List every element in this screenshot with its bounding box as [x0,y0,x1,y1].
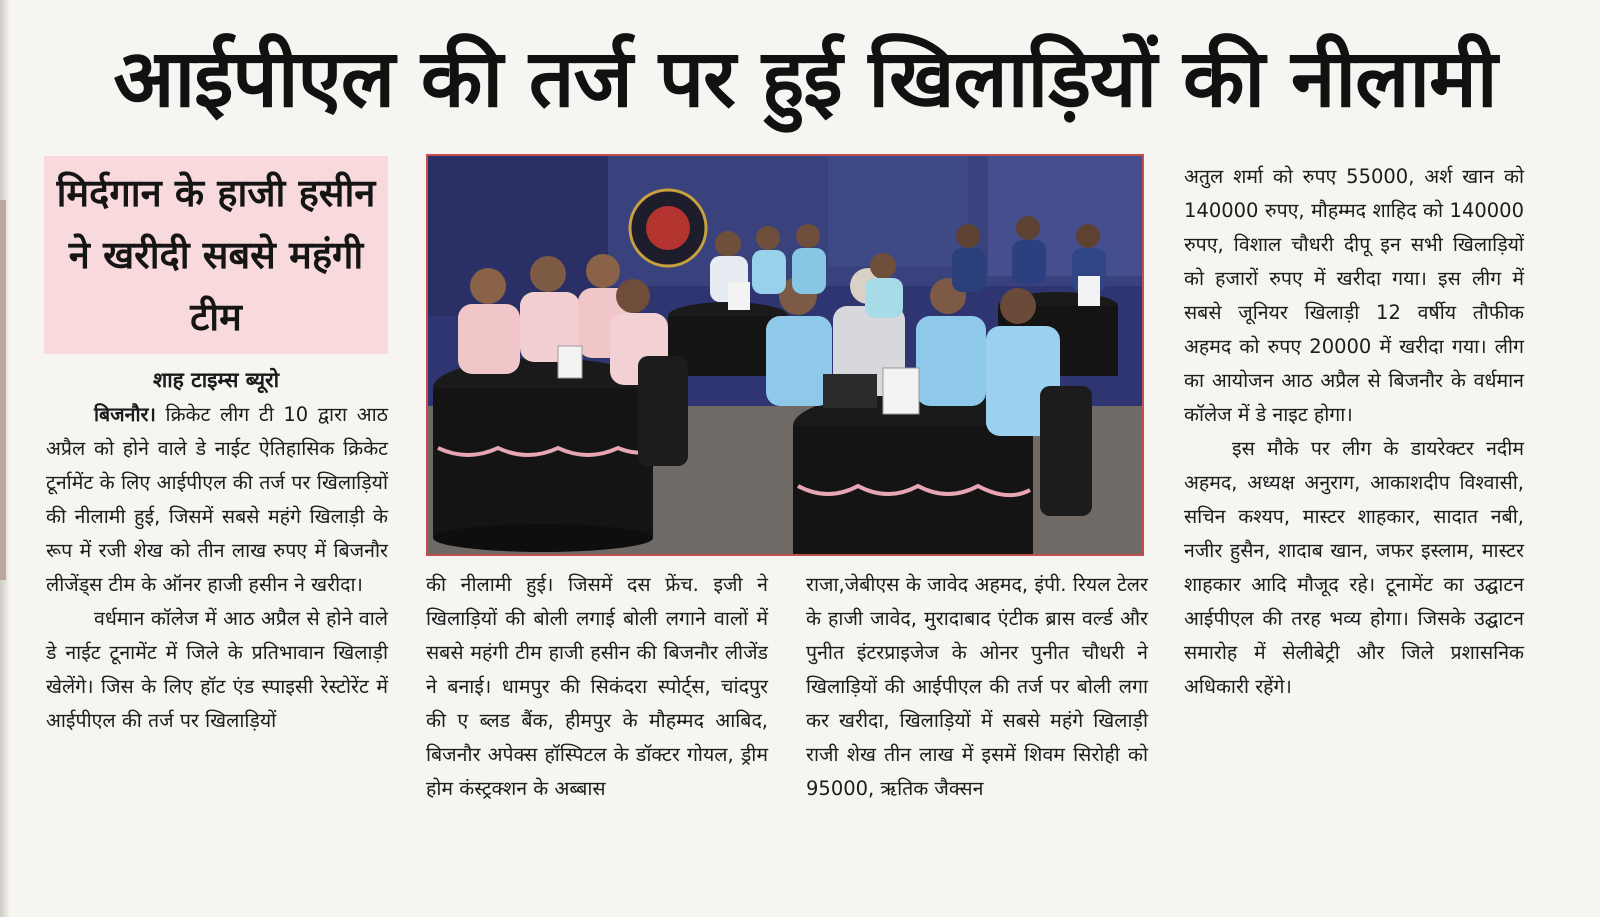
paragraph [46,398,388,602]
paragraph: की नीलामी हुई। जिसमें दस फ्रेंच. इजी ने खिलाड़ियों की बोली लगाई बोली लगाने वालों में सबसे महंगी टीम हाजी हसीन की बिजनौर लीजेंड ने बनाई। धामपुर की सिकंदरा स्पोर्ट्स, चांदपुर की ए ब्लड बैंक, हीमपुर के मौहम्मद आबिद, बिजनौर अपेक्स हॉस्पिटल के डॉक्टर गोयल, ड्रीम होम कंस्ट्रक्शन के अब्बास [426,573,768,800]
article-column-1 [46,398,388,738]
paragraph-text: क्रिकेट लीग टी 10 द्वारा आठ अप्रैल को होने वाले डे नाईट ऐतिहासिक क्रिकेट टूर्नामेंट के लिए आईपीएल की तर्ज पर खिलाड़ियों की नीलामी हुई, जिसमें सबसे महंगे खिलाड़ी के रूप में रजी शेख को तीन लाख रुपए में बिजनौर लीजेंड्स टीम के ऑनर हाजी हसीन ने खरीदा। [46,403,388,596]
byline: शाह टाइम्स ब्यूरो [152,368,280,392]
paragraph: वर्धमान कॉलेज में आठ अप्रैल से होने वाले डे नाईट टूनामेंट में जिले के प्रतिभावान खिलाड़ी खेलेंगे। जिस के लिए हॉट एंड स्पाइसी रेस्टोरेंट में आईपीएल की तर्ज पर खिलाड़ियों [46,607,388,732]
article-column-4 [1184,160,1524,704]
paragraph: इस मौके पर लीग के डायरेक्टर नदीम अहमद, अध्यक्ष अनुराग, आकाशदीप विश्वासी, सचिन कश्यप, मास्टर शाहकार, सादात नबी, नजीर हुसैन, शादाब खान, जफर इस्लाम, मास्टर शाहकार आदि मौजूद रहे। टूनामेंट का उद्घाटन आईपीएल की तरह भव्य होगा। जिसके उद्घाटन समारोह में सेलीबेट्री और जिले प्रशासनिक अधिकारी रहेंगे। [1184,437,1524,698]
subheadline: मिर्दगान के हाजी हसीन ने खरीदी सबसे महंगी टीम [56,171,376,339]
news-photo [426,154,1144,556]
dateline: बिजनौर। [94,403,156,426]
paragraph: राजा,जेबीएस के जावेद अहमद, इंपी. रियल टेलर के हाजी जावेद, मुरादाबाद एंटीक ब्रास वर्ल्ड और पुनीत इंटरप्राइजेज के ओनर पुनीत चौधरी ने खिलाड़ियों की आईपीएल की तर्ज पर बोली लगा कर खरीदा, खिलाड़ियों में सबसे महंगे खिलाड़ी राजी शेख तीन लाख में इसमें शिवम सिरोही को 95000, ऋतिक जैक्सन [806,573,1148,800]
auction-event-photo [428,156,1142,554]
paragraph: अतुल शर्मा को रुपए 55000, अर्श खान को 140000 रुपए, मौहम्मद शाहिद को 140000 रुपए, विशाल चौधरी दीपू इन सभी खिलाड़ियों को हजारों रुपए में खरीदा गया। इस लीग में सबसे जूनियर खिलाड़ी 12 वर्षीय तौफीक अहमद को रुपए 20000 में खरीदा गया। लीग का आयोजन आठ अप्रैल से बिजनौर के वर्धमान कॉलेज में डे नाइट होगा। [1184,165,1524,426]
article-column-3 [806,568,1148,806]
headline: आईपीएल की तर्ज पर हुई खिलाड़ियों की नीलामी [113,32,1497,125]
article-column-2 [426,568,768,806]
subheadline-box [44,156,388,354]
adjacent-article-strip [0,200,6,580]
